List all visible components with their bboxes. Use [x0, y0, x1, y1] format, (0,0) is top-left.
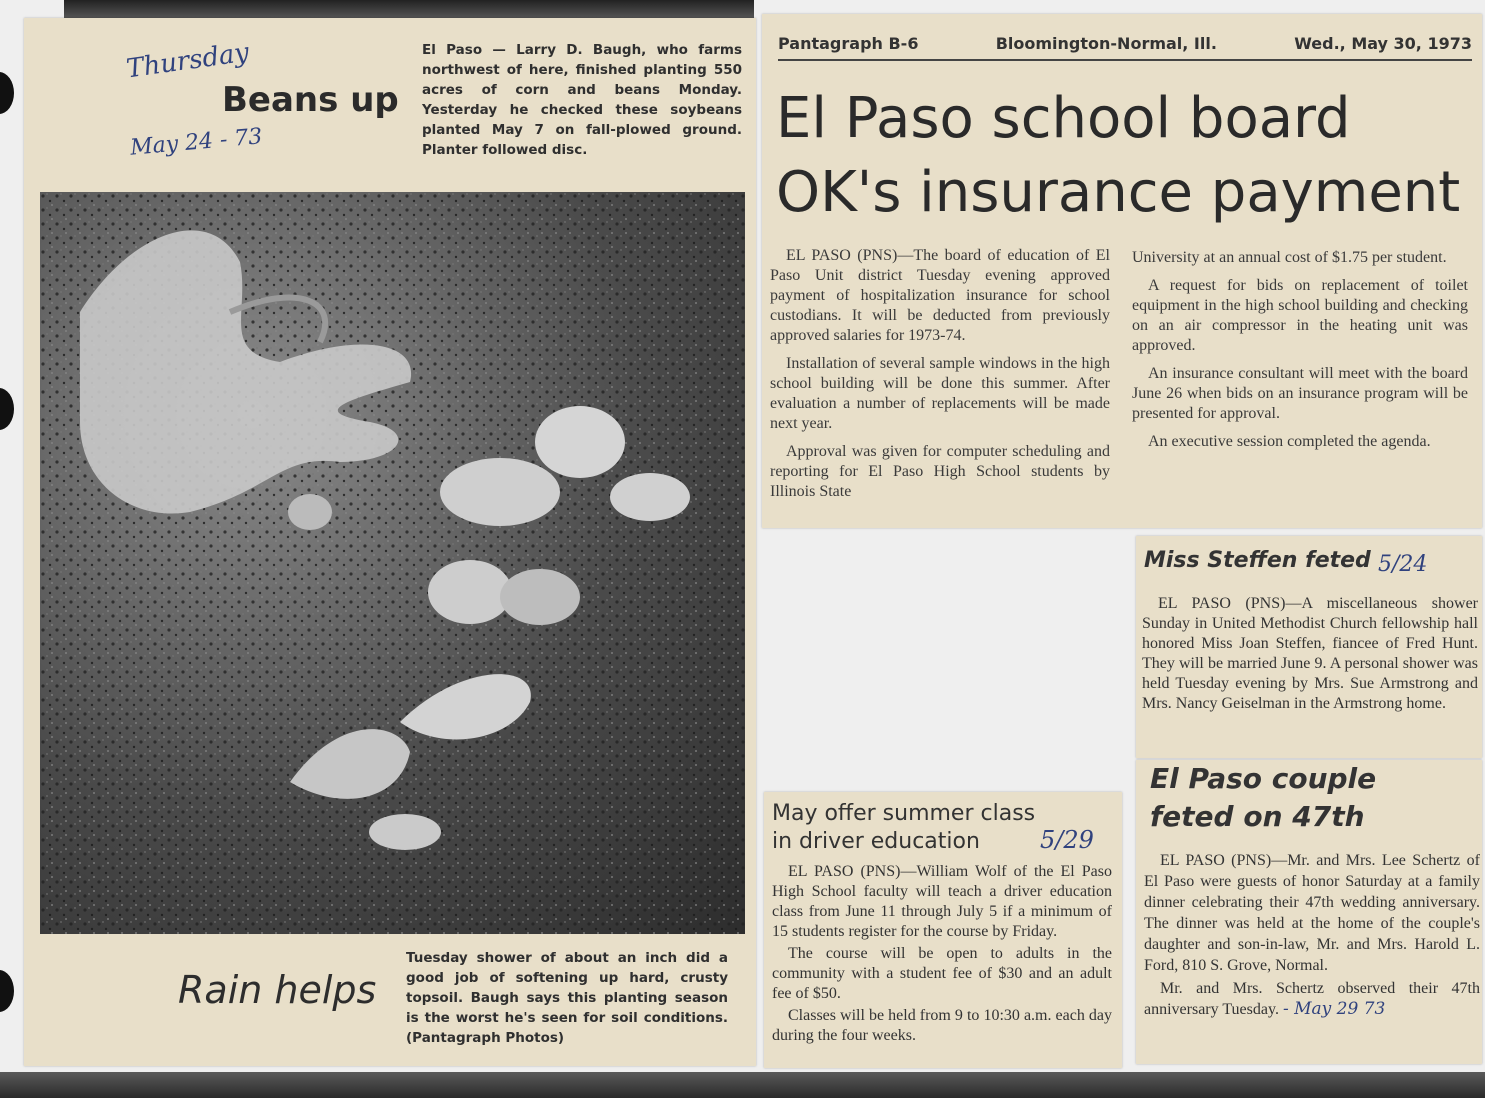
adjacent-clipping-edge: [64, 0, 754, 18]
couple-paragraph: [1144, 978, 1480, 1020]
article-paragraph: A request for bids on replacement of toilet equipment in the high school building and checking on an air compressor in the heating unit was approved.: [1132, 277, 1468, 354]
couple-title-line-1: El Paso couple: [1150, 762, 1377, 795]
article-paragraph: An insurance consultant will meet with the board June 26 when bids on an insurance program will be presented for approval.: [1132, 365, 1468, 422]
article-paragraph: Installation of several sample windows in the high school building will be done this summer. After evaluation a number of replacements will be made next year.: [770, 355, 1110, 432]
article-paragraph: University at an annual cost of $1.75 per student.: [1132, 249, 1447, 266]
article-column-2: [1132, 248, 1468, 460]
driver-ed-title-line-1: May offer summer class: [772, 801, 1036, 826]
steffen-title: Miss Steffen feted: [1144, 548, 1371, 573]
photo-caption-top: El Paso — Larry D. Baugh, who farms northwest of here, finished planting 550 acres of corn and beans Monday. Yesterday he checked these soybeans planted May 7 on fall-plowed ground. Planter followed disc.: [422, 42, 742, 158]
masthead-date: Wed., May 30, 1973: [1294, 34, 1472, 53]
steffen-body: [1142, 594, 1478, 716]
couple-paragraph: EL PASO (PNS)—Mr. and Mrs. Lee Schertz of El Paso were guests of honor Saturday at a family dinner celebrating their 47th wedding anniversary. The dinner was held at the home of the couple's daughter and son-in-law, Mr. and Mrs. Harold L. Ford, 810 S. Grove, Normal.: [1144, 852, 1480, 974]
driver-ed-paragraph: EL PASO (PNS)—William Wolf of the El Paso High School faculty will teach a driver education class from June 11 through July 5 if a minimum of 15 students register for the course by Friday.: [772, 863, 1112, 940]
beans-up-title: Beans up: [222, 80, 399, 120]
handwritten-date: May 24 - 73: [129, 124, 264, 161]
couple-title: [1150, 760, 1376, 836]
article-paragraph: An executive session completed the agenda.: [1148, 433, 1431, 450]
couple-handwritten-date: - May 29 73: [1282, 999, 1386, 1019]
driver-ed-handwritten-date: 5/29: [1040, 826, 1094, 854]
article-paragraph: Approval was given for computer scheduling and reporting for El Paso High School students by Illinois State: [770, 443, 1110, 500]
scrapbook-bottom-edge: [0, 1072, 1485, 1098]
driver-ed-body: [772, 862, 1112, 1048]
rain-helps-title: Rain helps: [178, 968, 377, 1012]
masthead-city: Bloomington-Normal, Ill.: [995, 34, 1217, 53]
steffen-paragraph: EL PASO (PNS)—A miscellaneous shower Sunday in United Methodist Church fellowship hall honored Miss Joan Steffen, fiancee of Fred Hunt. They will be married June 9. A personal shower was held Tuesday evening by Mrs. Sue Armstrong and Mrs. Nancy Geiselman in the Armstrong home.: [1142, 595, 1478, 712]
article-paragraph: EL PASO (PNS)—The board of education of El Paso Unit district Tuesday evening approved payment of hospitalization insurance for school custodians. It will be deducted from previously approved salaries for 1973-74.: [770, 247, 1110, 344]
steffen-handwritten-date: 5/24: [1378, 552, 1428, 577]
masthead: [778, 34, 1472, 61]
binder-hole: [0, 970, 14, 1012]
couple-title-line-2: feted on 47th: [1150, 800, 1365, 833]
binder-hole: [0, 388, 14, 430]
driver-ed-paragraph: The course will be open to adults in the community with a student fee of $30 and an adult fee of $50.: [772, 945, 1112, 1002]
couple-body: [1144, 850, 1480, 1022]
driver-ed-title-line-2: in driver education: [772, 829, 980, 854]
article-headline: El Paso school board OK's insurance payment: [776, 86, 1461, 225]
handwritten-day: Thursday: [124, 37, 251, 85]
soybean-photo: [40, 192, 745, 934]
photo-caption-bottom: Tuesday shower of about an inch did a good job of softening up hard, crusty topsoil. Baugh says this planting season is the worst he's seen for soil conditions. (Pantagraph Photos): [406, 950, 728, 1046]
soybean-photo-illustration: [40, 192, 745, 934]
binder-hole: [0, 72, 14, 114]
driver-ed-paragraph: Classes will be held from 9 to 10:30 a.m. each day during the four weeks.: [772, 1007, 1112, 1044]
masthead-page: Pantagraph B-6: [778, 34, 919, 53]
article-column-1: [770, 246, 1110, 510]
driver-ed-title: [772, 800, 1035, 856]
couple-closing-text: Mr. and Mrs. Schertz observed their 47th anniversary Tuesday.: [1144, 980, 1480, 1018]
